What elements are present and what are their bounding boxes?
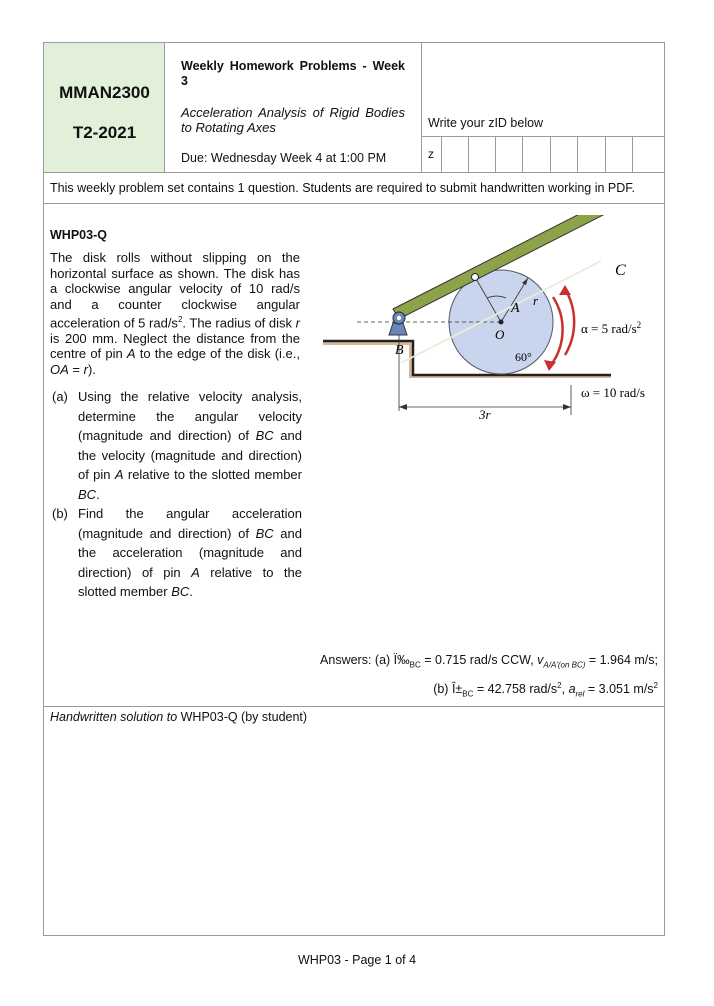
zid-box [422,43,664,172]
zid-prefix: z [428,147,434,161]
zid-cell[interactable] [606,137,633,172]
label-O: O [495,327,505,342]
omega-arrow [551,297,563,365]
page-footer: WHP03 - Page 1 of 4 [297,953,417,967]
label-omega: ω = 10 rad/s [581,385,645,400]
course-term: T2-2021 [72,123,137,142]
question-part-a: (a) Using the relative velocity analysis, determine the angular velocity (magnitude and direction) of BC and the velocity (magnitude and direction) of pin A relative to the slotted member BC. [52,389,303,502]
zid-cell[interactable] [523,137,551,172]
zid-cell[interactable] [469,137,496,172]
center-point [499,320,504,325]
topic-title: Acceleration Analysis of Rigid Bodies to Rotating Axes [181,105,405,135]
answer-b: (b) $Î\pm_{BC} = 42.758$ rad/$s^2$, $a_{rel} = 3.051$ $m/s^2$ [433,681,658,699]
label-angle: 60° [515,350,532,364]
pin-A [472,274,479,281]
label-3r: 3r [479,407,491,422]
divider [44,203,664,204]
divider [44,706,664,707]
answer-a: Answers: (a) $Ï‰_{BC} = 0.715$ rad/s CCW, $v_{A/A'(on BC)} = 1.964$ m/s; [320,653,658,670]
zid-cell[interactable] [551,137,578,172]
zid-cell [422,137,442,172]
header-row [44,43,664,172]
zid-cell[interactable] [578,137,606,172]
assignment-info [165,43,422,172]
zid-label: Write your zID below [428,116,544,130]
solution-title: Handwritten solution to WHP03-Q (by student) [50,710,308,724]
question-text: The disk rolls without slipping on the horizontal surface as shown. The disk has a clockwise angular velocity of 10 rad/s and a counter clockwise angular acceleration of 5 rad/$s^2$. The radius of disk r is 200 mm. Neglect the distance from the centre of pin A to the edge of the disk (i.e., OA = r). [50,250,301,377]
zid-input-boxes[interactable] [422,136,664,172]
course-box [44,43,165,172]
label-r: r [533,293,539,308]
alpha-arrow [565,289,574,355]
zid-cell[interactable] [496,137,523,172]
weekly-title: Weekly Homework Problems - Week 3 [181,59,405,88]
label-A: A [511,301,520,316]
instructions: This weekly problem set contains 1 question. Students are required to submit handwritten working in PDF. [50,181,636,195]
course-code: MMAN2300 [59,83,150,102]
due-date: Due: Wednesday Week 4 at 1:00 PM [181,151,387,165]
disk-mechanism-figure [319,215,659,445]
label-C: C [615,262,626,279]
homework-sheet [43,42,665,936]
label-B: B [395,343,404,358]
question-part-b: (b) Find the angular acceleration (magnitude and direction) of BC and the acceleration (magnitude and direction) of pin A relative to the slotted member BC. [52,506,303,599]
zid-cell[interactable] [442,137,469,172]
divider [44,172,664,173]
question-id: WHP03-Q [50,228,107,242]
pin-support-B [389,312,407,335]
label-alpha: α = 5 rad/$s^2$ [581,320,642,336]
